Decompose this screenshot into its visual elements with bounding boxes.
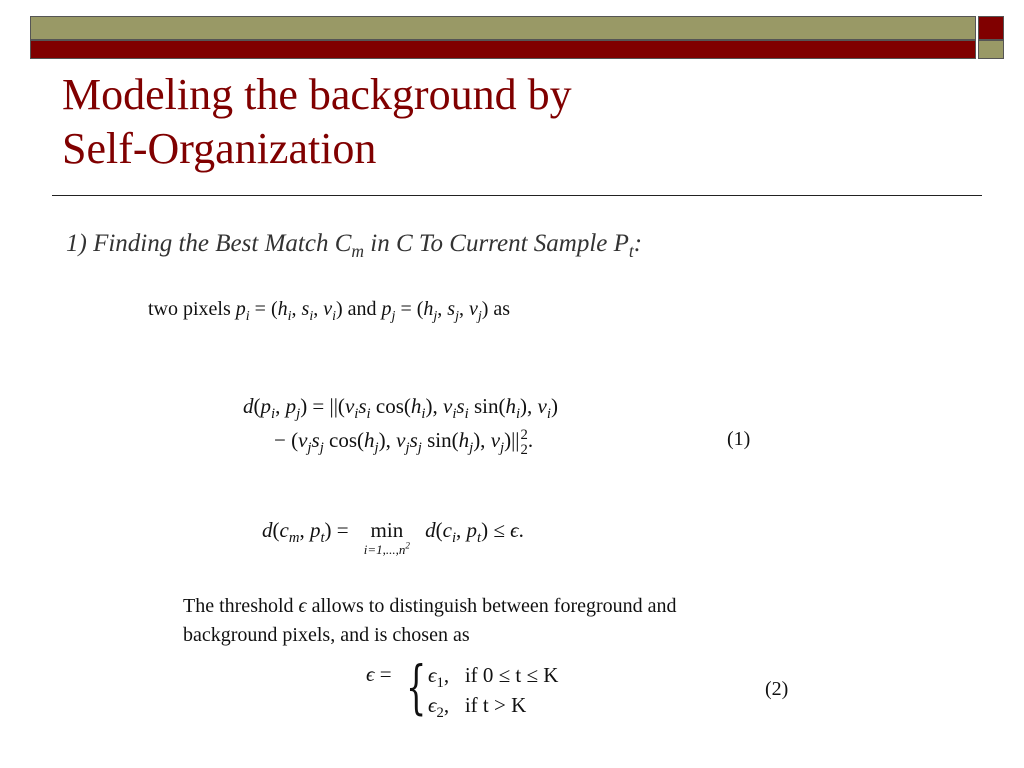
slide-title-line1: Modeling the background by — [62, 70, 572, 119]
section-number: 1) — [66, 230, 87, 257]
section-heading — [66, 230, 643, 262]
min-operator: min $i=1,...,n^2$ — [363, 518, 410, 557]
pixels-definition — [148, 298, 511, 324]
header-bar-olive — [30, 16, 976, 40]
pixels-and: and — [347, 298, 377, 320]
header-square-maroon — [978, 16, 1004, 40]
section-text-a: Finding the Best Match — [93, 230, 329, 257]
equation-2-number: (2) — [765, 678, 789, 700]
header-bar-maroon — [30, 40, 976, 59]
math-pj-def: $p_j = (h_j$, $s_j$, $v_j$) — [381, 298, 489, 324]
slide-title — [62, 68, 942, 176]
pixels-prefix: two pixels — [148, 298, 231, 320]
case-1-condition: if 0 ≤ t ≤ K — [464, 663, 559, 687]
equation-2-lhs: ϵ = — [366, 662, 392, 686]
pixels-suffix: as — [493, 298, 511, 320]
equation-2-case-1: $\epsilon_1$, if 0 ≤ t ≤ K — [428, 663, 559, 692]
header-square-olive — [978, 40, 1004, 59]
slide-title-line2: Self-Organization — [62, 124, 377, 173]
section-text-b: in — [370, 230, 390, 257]
threshold-paragraph — [183, 592, 803, 650]
case-2-condition: if t > K — [464, 693, 527, 717]
math-cm: $C_m$ — [334, 230, 365, 262]
paragraph-line-1: The threshold ϵ allows to distinguish between foreground and — [183, 595, 677, 617]
equation-min: $d(c_m$, $p_t) = \min$ $i=1,...,n^2$ $d(c_i$, $p_t) \le \epsilon$. — [262, 518, 524, 557]
title-divider — [52, 195, 982, 196]
equation-2-case-2: $\epsilon_2$, if t > K — [428, 693, 527, 722]
math-pt: $P_t$: — [613, 230, 643, 262]
equation-1-line1: $d(p_i$, $p_j) = ||(v_is_i$ $\cos(h_i)$, $v_is_i$ $\sin(h_i)$, $v_i$) — [243, 394, 558, 423]
paragraph-line-2: background pixels, and is chosen as — [183, 624, 470, 646]
math-c: C — [395, 230, 413, 257]
section-text-c: To Current Sample — [418, 230, 608, 257]
math-pi-def: $p_i = (h_i$, $s_i$, $v_i$) — [235, 298, 343, 324]
equation-1-line2: − ($v_js_j$ $\cos(h_j)$, $v_js_j$ $\sin(h_j)$, $v_j)||$ 2 2 . — [274, 427, 534, 458]
equation-1-number: (1) — [727, 428, 751, 450]
left-brace: { — [406, 653, 427, 721]
